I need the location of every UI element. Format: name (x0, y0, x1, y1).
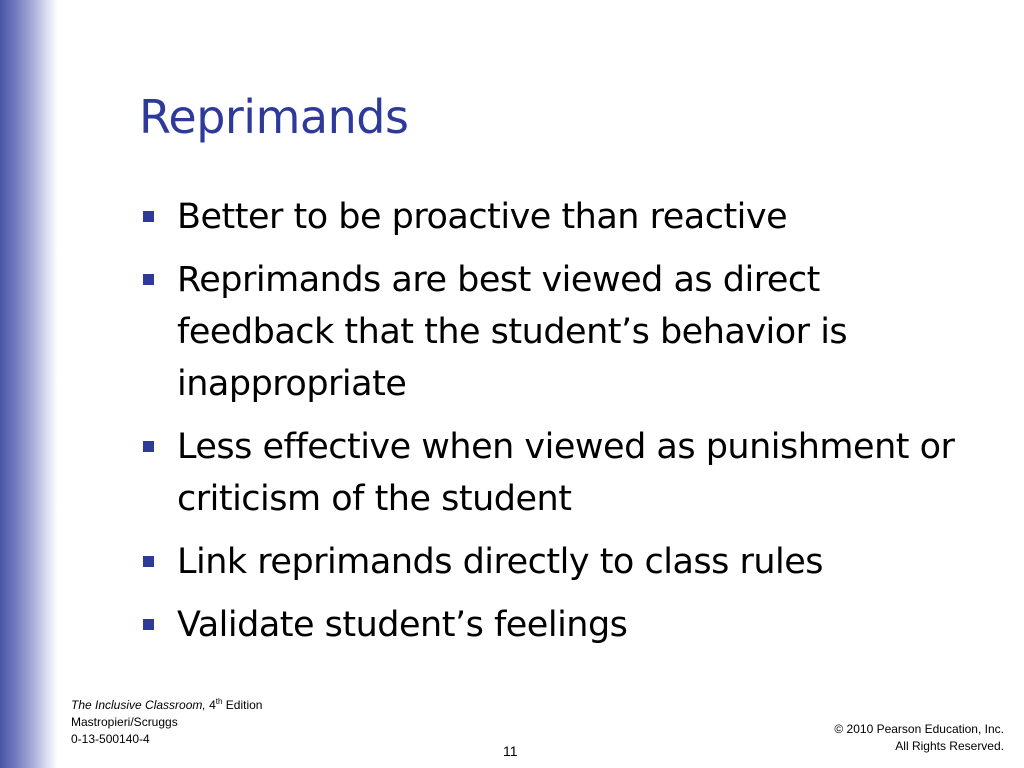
square-bullet-icon (143, 441, 154, 452)
bullet-item (141, 536, 981, 588)
copyright-text: © 2010 Pearson Education, Inc. (834, 722, 1004, 736)
bullet-item (141, 421, 981, 525)
bullet-text: Less effective when viewed as punishment or criticism of the student (177, 427, 955, 519)
square-bullet-icon (143, 619, 154, 630)
bullet-text: Better to be proactive than reactive (177, 197, 788, 237)
bullet-text: Reprimands are best viewed as direct feedback that the student’s behavior is inappropriate (177, 260, 848, 404)
edition-suffix: th (215, 697, 223, 706)
footer-authors: Mastropieri/Scruggs (71, 715, 178, 729)
bullet-item (141, 599, 981, 651)
book-title: The Inclusive Classroom, (71, 698, 206, 712)
square-bullet-icon (143, 211, 154, 222)
bullet-item (141, 254, 981, 410)
edition-word: Edition (225, 698, 263, 712)
bullet-text: Link reprimands directly to class rules (177, 542, 824, 582)
bullet-list (141, 191, 981, 662)
footer-book-info (71, 697, 262, 748)
page-number: 11 (503, 743, 518, 759)
edition-number: 4 (209, 698, 216, 712)
bullet-text: Validate student’s feelings (177, 605, 628, 645)
bullet-item (141, 191, 981, 243)
square-bullet-icon (143, 274, 154, 285)
footer-isbn: 0-13-500140-4 (71, 732, 150, 746)
square-bullet-icon (143, 556, 154, 567)
slide-title: Reprimands (139, 90, 409, 144)
footer-copyright (834, 721, 1004, 755)
rights-text: All Rights Reserved. (895, 739, 1004, 753)
footer-edition-line (71, 697, 262, 714)
decorative-side-bar (0, 0, 58, 768)
